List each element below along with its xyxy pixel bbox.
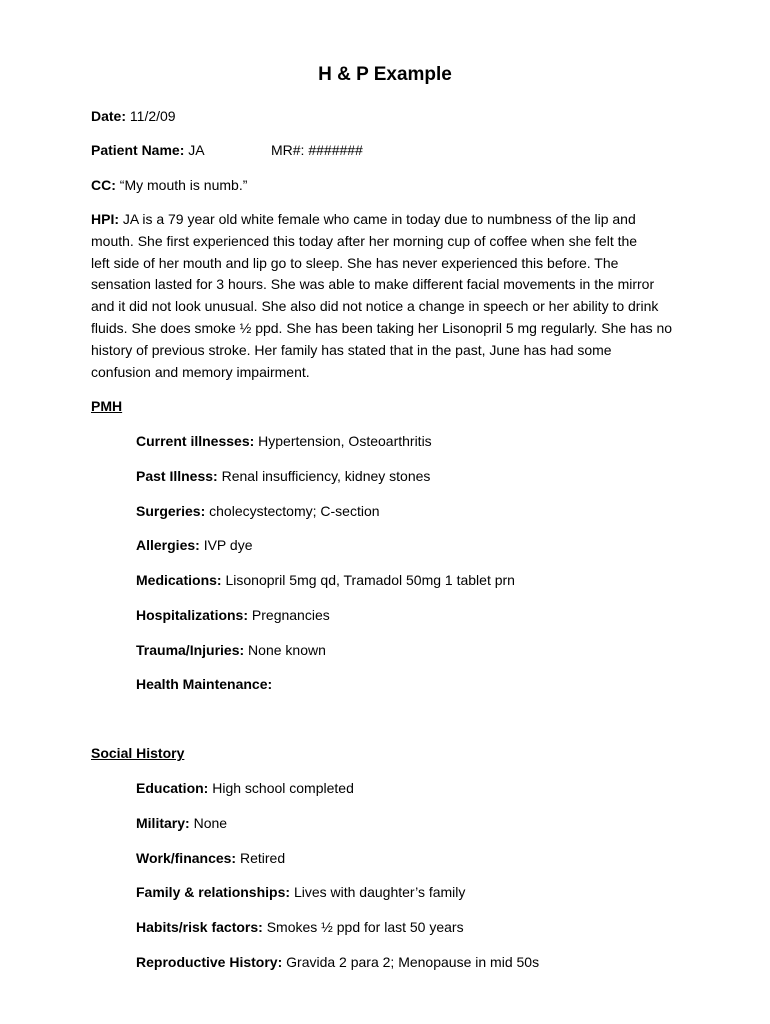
social-item-habits-risk-factors [136, 919, 464, 935]
cc-line [91, 177, 247, 193]
item-value: Retired [240, 850, 286, 866]
hpi-line: left side of her mouth and lip go to sleep. She has never experienced this before. The [91, 254, 619, 271]
item-value: High school completed [212, 780, 354, 796]
patient-name-value: JA [188, 142, 205, 158]
social-item-education [136, 780, 354, 796]
patient-name-label: Patient Name: [91, 142, 185, 158]
pmh-item-medications [136, 572, 515, 588]
social-item-reproductive-history [136, 954, 539, 970]
date-line [91, 108, 176, 124]
cc-label: CC: [91, 177, 116, 193]
item-value: None [193, 815, 228, 831]
item-label: Education: [136, 780, 209, 796]
hpi-paragraph [91, 209, 691, 383]
hpi-line: sensation lasted for 3 hours. She was able to make different facial movements in the mirror [91, 276, 655, 293]
item-label: Health Maintenance: [136, 676, 273, 692]
mr-line [271, 142, 363, 158]
item-label: Trauma/Injuries: [136, 642, 245, 658]
item-value: Gravida 2 para 2; Menopause in mid 50s [286, 954, 540, 970]
item-label: Work/finances: [136, 850, 237, 866]
social-item-military [136, 815, 227, 831]
item-value: None known [248, 642, 326, 658]
hpi-line: confusion and memory impairment. [91, 363, 310, 380]
document-title: H & P Example [318, 64, 452, 85]
item-label: Reproductive History: [136, 954, 283, 970]
hpi-line: fluids. She does smoke ½ ppd. She has been taking her Lisonopril 5 mg regularly. She has no [91, 319, 673, 336]
date-value: 11/2/09 [129, 108, 176, 124]
item-value: Lives with daughter’s family [293, 884, 466, 900]
item-value: Smokes ½ ppd for last 50 years [266, 919, 464, 935]
item-value: IVP dye [203, 537, 253, 553]
item-value: cholecystectomy; C-section [209, 503, 380, 519]
mr-label: MR#: [271, 142, 305, 158]
pmh-item-health-maintenance [136, 676, 272, 692]
hpi-line: history of previous stroke. Her family has stated that in the past, June has had some [91, 341, 612, 358]
item-label: Family & relationships: [136, 884, 291, 900]
item-value: Hypertension, Osteoarthritis [258, 433, 432, 449]
social-item-work-finances [136, 850, 285, 866]
pmh-item-surgeries [136, 503, 380, 519]
item-label: Current illnesses: [136, 433, 255, 449]
pmh-item-past-illness [136, 468, 430, 484]
hpi-line-text: JA is a 79 year old white female who came in today due to numbness of the lip and [122, 211, 636, 227]
cc-value: “My mouth is numb.” [119, 177, 248, 193]
mr-value: ####### [308, 142, 363, 158]
item-value: Pregnancies [251, 607, 330, 623]
social-history-heading: Social History [91, 745, 185, 761]
pmh-item-allergies [136, 537, 252, 553]
hpi-label: HPI: [91, 211, 119, 227]
item-label: Habits/risk factors: [136, 919, 263, 935]
pmh-heading: PMH [91, 398, 123, 414]
item-label: Medications: [136, 572, 222, 588]
item-label: Surgeries: [136, 503, 206, 519]
hpi-line [91, 209, 691, 231]
item-label: Past Illness: [136, 468, 218, 484]
item-label: Hospitalizations: [136, 607, 249, 623]
item-value: Lisonopril 5mg qd, Tramadol 50mg 1 tablet prn [225, 572, 515, 588]
hpi-line: and it did not look unusual. She also did not notice a change in speech or her ability to drink [91, 298, 659, 315]
item-label: Allergies: [136, 537, 200, 553]
date-label: Date: [91, 108, 127, 124]
patient-name-line [91, 142, 205, 158]
item-label: Military: [136, 815, 190, 831]
hpi-line: mouth. She first experienced this today after her morning cup of coffee when she felt the [91, 232, 638, 249]
pmh-item-trauma-injuries [136, 642, 326, 658]
item-value: Renal insufficiency, kidney stones [221, 468, 431, 484]
social-item-family-relationships [136, 884, 465, 900]
pmh-item-current-illnesses [136, 433, 432, 449]
pmh-item-hospitalizations [136, 607, 330, 623]
